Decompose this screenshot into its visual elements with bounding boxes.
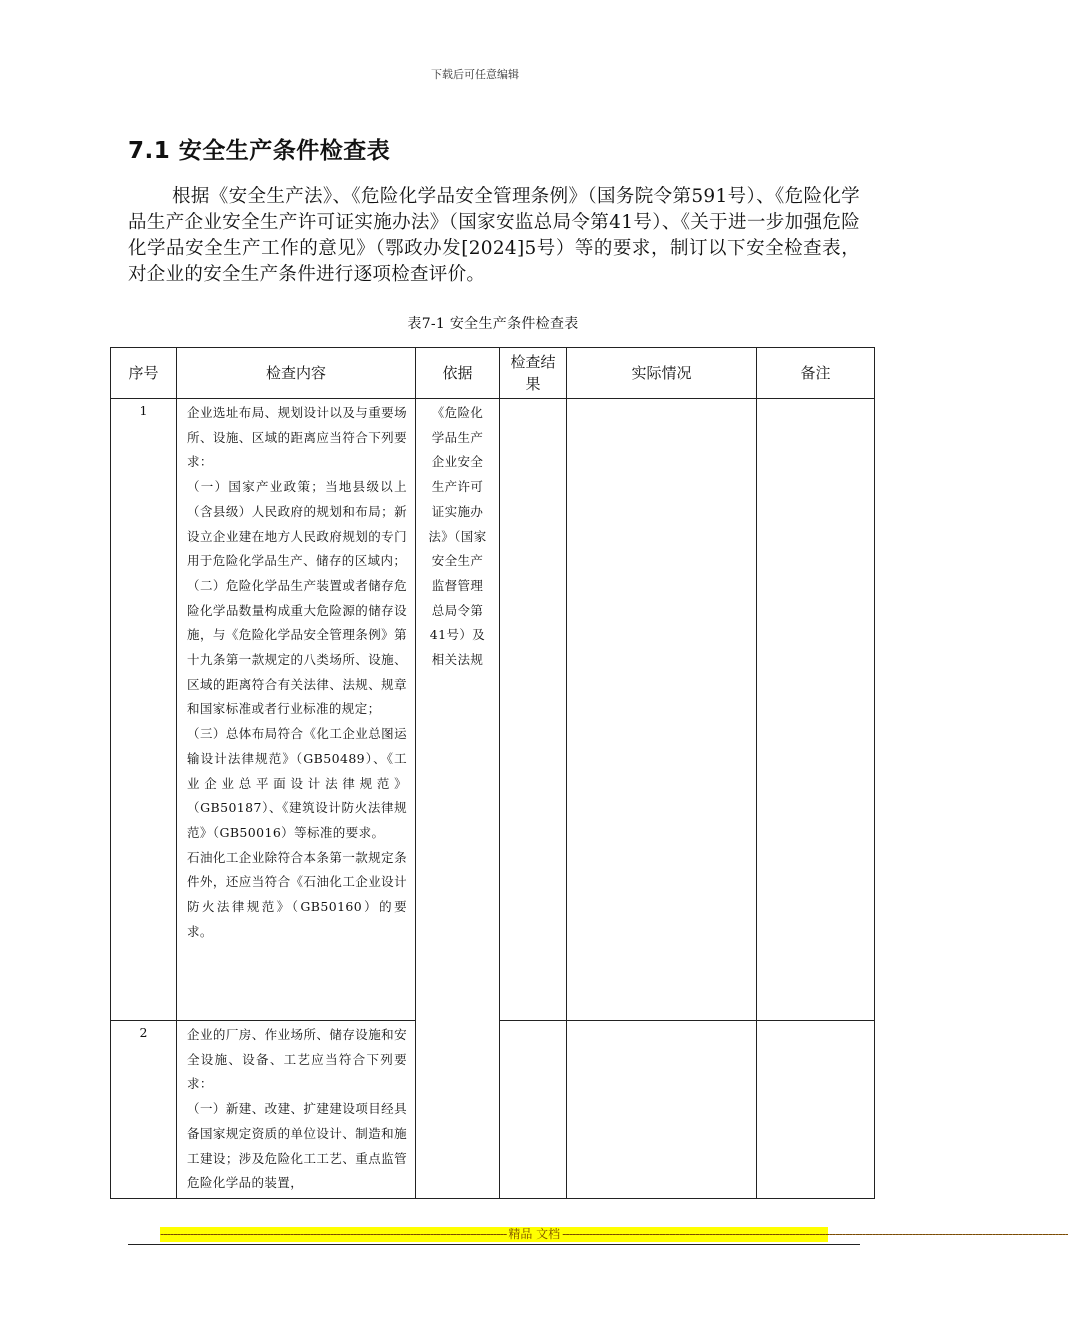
row-actual-cell[interactable] (567, 399, 757, 1021)
row-result-cell[interactable] (500, 1021, 567, 1199)
header-seq: 序号 (111, 348, 177, 399)
header-actual: 实际情况 (567, 348, 757, 399)
content-paragraph: （二）危险化学品生产装置或者储存危险化学品数量构成重大危险源的储存设施，与《危险化学品安全管理条例》第十九条第一款规定的八类场所、设施、区域的距离符合有关法律、法规、规章和国家标准或者行业标准的规定； (187, 577, 407, 717)
header-basis: 依据 (416, 348, 500, 399)
content-paragraph: 企业的厂房、作业场所、储存设施和安全设施、设备、工艺应当符合下列要求： (187, 1027, 407, 1092)
basis-text: 《危险化学品生产企业安全生产许可证实施办法》（国家安全生产监督管理总局令第41号）及相关法规 (428, 405, 487, 668)
row-basis (416, 399, 500, 1199)
footer-divider (128, 1244, 860, 1245)
footer-dashes-left: -------------------------------------------------------------------------------------------------------- (160, 1227, 507, 1241)
header-result: 检查结果 (500, 348, 567, 399)
table-caption: 表7-1 安全生产条件检查表 (407, 316, 579, 332)
page-header-note: 下载后可任意编辑 (431, 68, 519, 81)
section-title: 7.1 安全生产条件检查表 (128, 138, 391, 164)
row-seq: 2 (111, 1021, 177, 1199)
row-actual-cell[interactable] (567, 1021, 757, 1199)
row-content (177, 1021, 416, 1199)
table-header-row (111, 348, 875, 399)
header-content: 检查内容 (177, 348, 416, 399)
row-content (177, 399, 416, 1021)
row-remark-cell[interactable] (757, 399, 875, 1021)
row-result-cell[interactable] (500, 399, 567, 1021)
content-paragraph: （一）新建、改建、扩建建设项目经具备国家规定资质的单位设计、制造和施工建设；涉及危险化工工艺、重点监管危险化学品的装置， (187, 1101, 407, 1191)
content-paragraph: （一）国家产业政策；当地县级以上（含县级）人民政府的规划和布局；新设立企业建在地方人民政府规划的专门用于危险化学品生产、储存的区域内； (187, 479, 407, 569)
content-paragraph: （三）总体布局符合《化工企业总图运输设计法律规范》（GB50489）、《工业企业总平面设计法律规范》（GB50187）、《建筑设计防火法律规范》（GB50016）等标准的要求。 (187, 726, 407, 840)
row-seq: 1 (111, 399, 177, 1021)
footer-label: 精品 文档 (508, 1227, 561, 1241)
footer-dashes-right: -------------------------------------------------------------------------------------------------------------------------------------------------------- (562, 1227, 1068, 1241)
content-paragraph: 企业选址布局、规划设计以及与重要场所、设施、区域的距离应当符合下列要求： (187, 405, 407, 470)
content-paragraph: 石油化工企业除符合本条第一款规定条件外，还应当符合《石油化工企业设计防火法律规范》（GB50160）的要求。 (187, 849, 407, 939)
row-remark-cell[interactable] (757, 1021, 875, 1199)
safety-check-table (110, 347, 875, 1199)
footer-watermark-band (160, 1227, 1068, 1242)
intro-paragraph: 根据《安全生产法》、《危险化学品安全管理条例》（国务院令第591号）、《危险化学品生产企业安全生产许可证实施办法》（国家安监总局令第41号）、《关于进一步加强危险化学品安全生产工作的意见》（鄂政办发[2024]5号）等的要求，制订以下安全检查表，对企业的安全生产条件进行逐项检查评价。 (128, 186, 860, 285)
header-remark: 备注 (757, 348, 875, 399)
table-row (111, 399, 875, 1021)
